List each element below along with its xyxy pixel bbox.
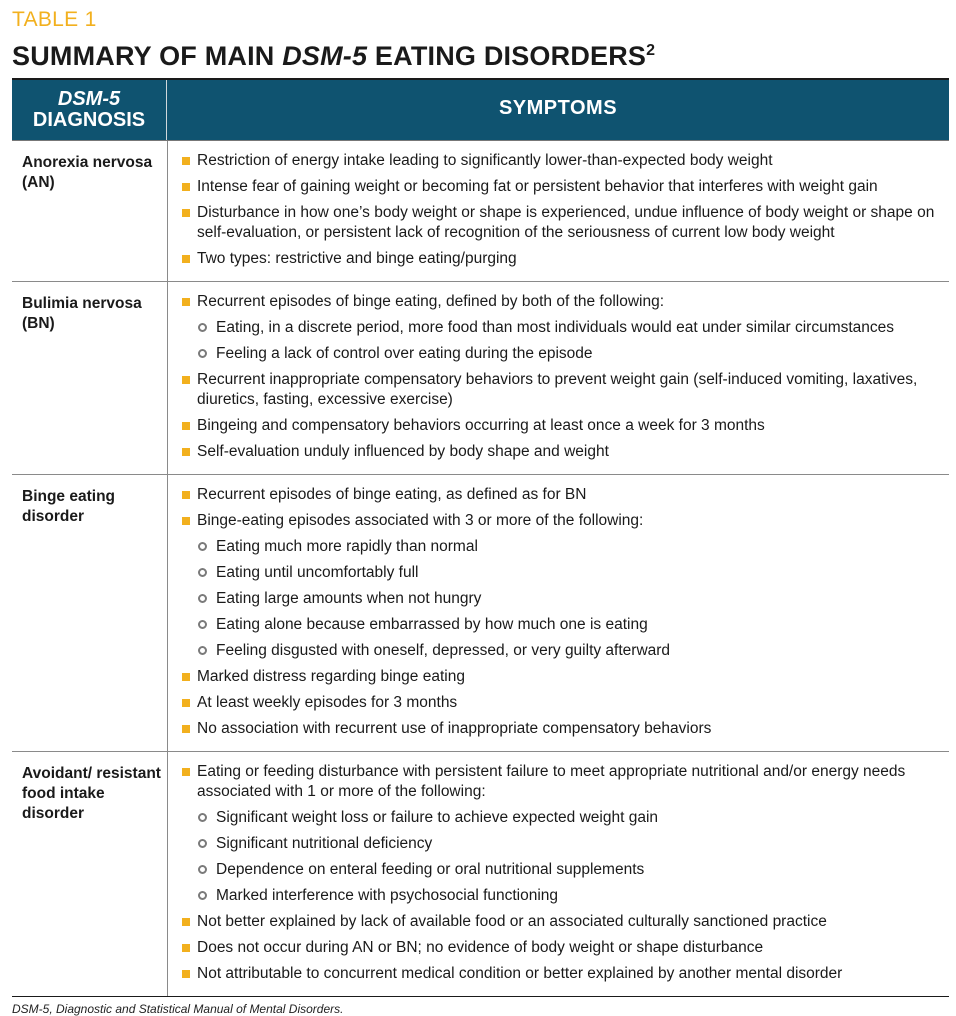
symptom-sub-bullet: Feeling a lack of control over eating during the episode (182, 344, 941, 364)
symptom-bullet: Does not occur during AN or BN; no evidence of body weight or shape disturbance (182, 938, 941, 958)
symptoms-column-header: SYMPTOMS (498, 96, 618, 119)
table-header (12, 80, 949, 141)
symptom-bullet: Recurrent episodes of binge eating, defined by both of the following: (182, 292, 941, 312)
symptom-sub-bullet: Eating much more rapidly than normal (182, 537, 941, 557)
table-title (12, 34, 949, 73)
symptom-bullet: Marked distress regarding binge eating (182, 667, 941, 687)
symptom-bullet: Two types: restrictive and binge eating/purging (182, 249, 941, 269)
symptom-bullet: Disturbance in how one’s body weight or shape is experienced, undue influence of body weight or shape on self-evaluation, or persistent lack of recognition of the seriousness of current low body weight (182, 203, 941, 243)
title-prefix: SUMMARY OF MAIN (12, 41, 283, 71)
symptom-bullet: Intense fear of gaining weight or becoming fat or persistent behavior that interferes with weight gain (182, 177, 941, 197)
symptom-sub-bullet: Dependence on enteral feeding or oral nutritional supplements (182, 860, 941, 880)
title-superscript: 2 (646, 42, 656, 59)
symptom-bullet: Eating or feeding disturbance with persistent failure to meet appropriate nutritional and/or energy needs associated with 1 or more of the following: (182, 762, 941, 802)
symptoms-cell (168, 282, 949, 474)
diagnosis-cell: Binge eating disorder (12, 475, 168, 751)
title-italic: DSM-5 (282, 41, 368, 71)
eating-disorders-table (12, 78, 949, 997)
symptom-sub-bullet: Significant weight loss or failure to achieve expected weight gain (182, 808, 941, 828)
symptoms-cell (168, 141, 949, 281)
symptom-bullet: Not better explained by lack of available food or an associated culturally sanctioned practice (182, 912, 941, 932)
symptom-bullet: Self-evaluation unduly influenced by body shape and weight (182, 442, 941, 462)
symptom-sub-bullet: Marked interference with psychosocial functioning (182, 886, 941, 906)
title-suffix: EATING DISORDERS (367, 41, 647, 71)
symptom-sub-bullet: Eating large amounts when not hungry (182, 589, 941, 609)
diagnosis-cell: Bulimia nervosa (BN) (12, 282, 168, 474)
footnote: DSM-5, Diagnostic and Statistical Manual of Mental Disorders. (12, 1002, 344, 1016)
diagnosis-cell: Anorexia nervosa (AN) (12, 141, 168, 281)
table-figure (12, 8, 949, 1016)
table-label: TABLE 1 (12, 8, 97, 31)
symptom-sub-bullet: Eating alone because embarrassed by how much one is eating (182, 615, 941, 635)
symptoms-cell (168, 752, 949, 996)
symptom-sub-bullet: Significant nutritional deficiency (182, 834, 941, 854)
symptom-bullet: At least weekly episodes for 3 months (182, 693, 941, 713)
symptom-bullet: Bingeing and compensatory behaviors occurring at least once a week for 3 months (182, 416, 941, 436)
symptom-bullet: Recurrent episodes of binge eating, as defined as for BN (182, 485, 941, 505)
table-body (12, 141, 949, 996)
table-row (12, 281, 949, 474)
symptom-bullet: Binge-eating episodes associated with 3 or more of the following: (182, 511, 941, 531)
table-row (12, 474, 949, 751)
diagnosis-column-header (12, 80, 167, 140)
symptom-bullet: Restriction of energy intake leading to significantly lower-than-expected body weight (182, 151, 941, 171)
table-row (12, 141, 949, 281)
symptom-bullet: Not attributable to concurrent medical condition or better explained by another mental disorder (182, 964, 941, 984)
symptoms-cell (168, 475, 949, 751)
symptom-sub-bullet: Eating until uncomfortably full (182, 563, 941, 583)
symptom-sub-bullet: Feeling disgusted with oneself, depressed, or very guilty afterward (182, 641, 941, 661)
table-row (12, 751, 949, 996)
symptom-bullet: Recurrent inappropriate compensatory behaviors to prevent weight gain (self-induced vomiting, laxatives, diuretics, fasting, excessive exercise) (182, 370, 941, 410)
symptom-bullet: No association with recurrent use of inappropriate compensatory behaviors (182, 719, 941, 739)
diagnosis-header-line1: DSM-5 (57, 88, 121, 110)
diagnosis-cell: Avoidant/ resistant food intake disorder (12, 752, 168, 996)
symptom-sub-bullet: Eating, in a discrete period, more food than most individuals would eat under similar circumstances (182, 318, 941, 338)
diagnosis-header-line2: DIAGNOSIS (32, 109, 146, 131)
